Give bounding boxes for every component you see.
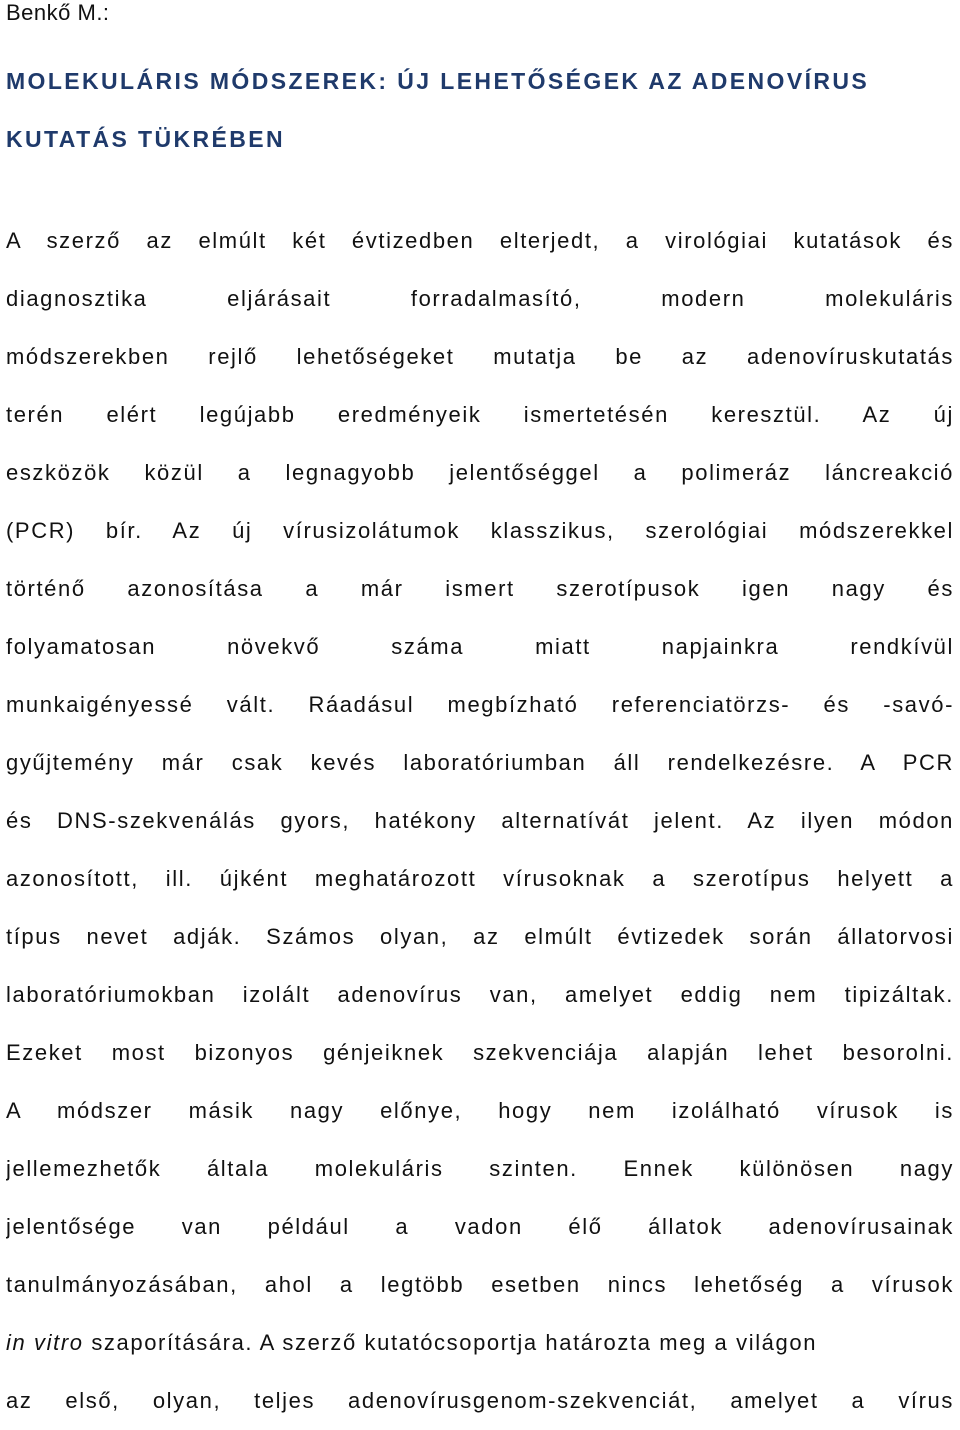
text-line: A módszer másik nagy előnye, hogy nem izolálható vírusok is [6,1098,954,1123]
title-line-2: KUTATÁS TÜKRÉBEN [6,126,286,152]
text-line: azonosított, ill. újként meghatározott vírusoknak a szerotípus helyett a [6,866,954,891]
text-line: és DNS-szekvenálás gyors, hatékony alternatívát jelent. Az ilyen módon [6,808,954,833]
text-segment: szaporítására. A szerző kutatócsoportja határozta meg a világon [83,1330,818,1355]
text-line: Ezeket most bizonyos génjeiknek szekvenciája alapján lehet besorolni. [6,1040,954,1065]
text-line: történő azonosítása a már ismert szerotípusok igen nagy és [6,576,954,601]
text-line: A szerző az elmúlt két évtizedben elterjedt, a virológiai kutatások és [6,228,954,253]
text-line: laboratóriumokban izolált adenovírus van, amelyet eddig nem tipizáltak. [6,982,954,1007]
title-line-1: MOLEKULÁRIS MÓDSZEREK: ÚJ LEHETŐSÉGEK AZ ADENOVÍRUS [6,68,870,94]
abstract-paragraph [6,212,954,1430]
italic-phrase: in vitro [6,1330,84,1355]
text-line-italic [6,1314,954,1372]
text-line: (PCR) bír. Az új vírusizolátumok klasszikus, szerológiai módszerekkel [6,518,954,543]
author-line: Benkő M.: [6,0,110,25]
text-line: tanulmányozásában, ahol a legtöbb esetben nincs lehetőség a vírusok [6,1272,954,1297]
text-line: gyűjtemény már csak kevés laboratóriumban áll rendelkezésre. A PCR [6,750,954,775]
document-title [6,52,954,168]
text-line: jellemezhetők általa molekuláris szinten. Ennek különösen nagy [6,1156,954,1181]
text-line: eszközök közül a legnagyobb jelentőséggel a polimeráz láncreakció [6,460,954,485]
text-line: jelentősége van például a vadon élő állatok adenovírusainak [6,1214,954,1239]
text-line: típus nevet adják. Számos olyan, az elmúlt évtizedek során állatorvosi [6,924,954,949]
text-line: folyamatosan növekvő száma miatt napjainkra rendkívül [6,634,954,659]
text-line: módszerekben rejlő lehetőségeket mutatja be az adenovíruskutatás [6,344,954,369]
text-line: munkaigényessé vált. Ráadásul megbízható referenciatörzs- és -savó- [6,692,954,717]
text-line: terén elért legújabb eredményeik ismertetésén keresztül. Az új [6,402,954,427]
text-line: az első, olyan, teljes adenovírusgenom-szekvenciát, amelyet a vírus [6,1388,954,1413]
text-line: diagnosztika eljárásait forradalmasító, modern molekuláris [6,286,954,311]
